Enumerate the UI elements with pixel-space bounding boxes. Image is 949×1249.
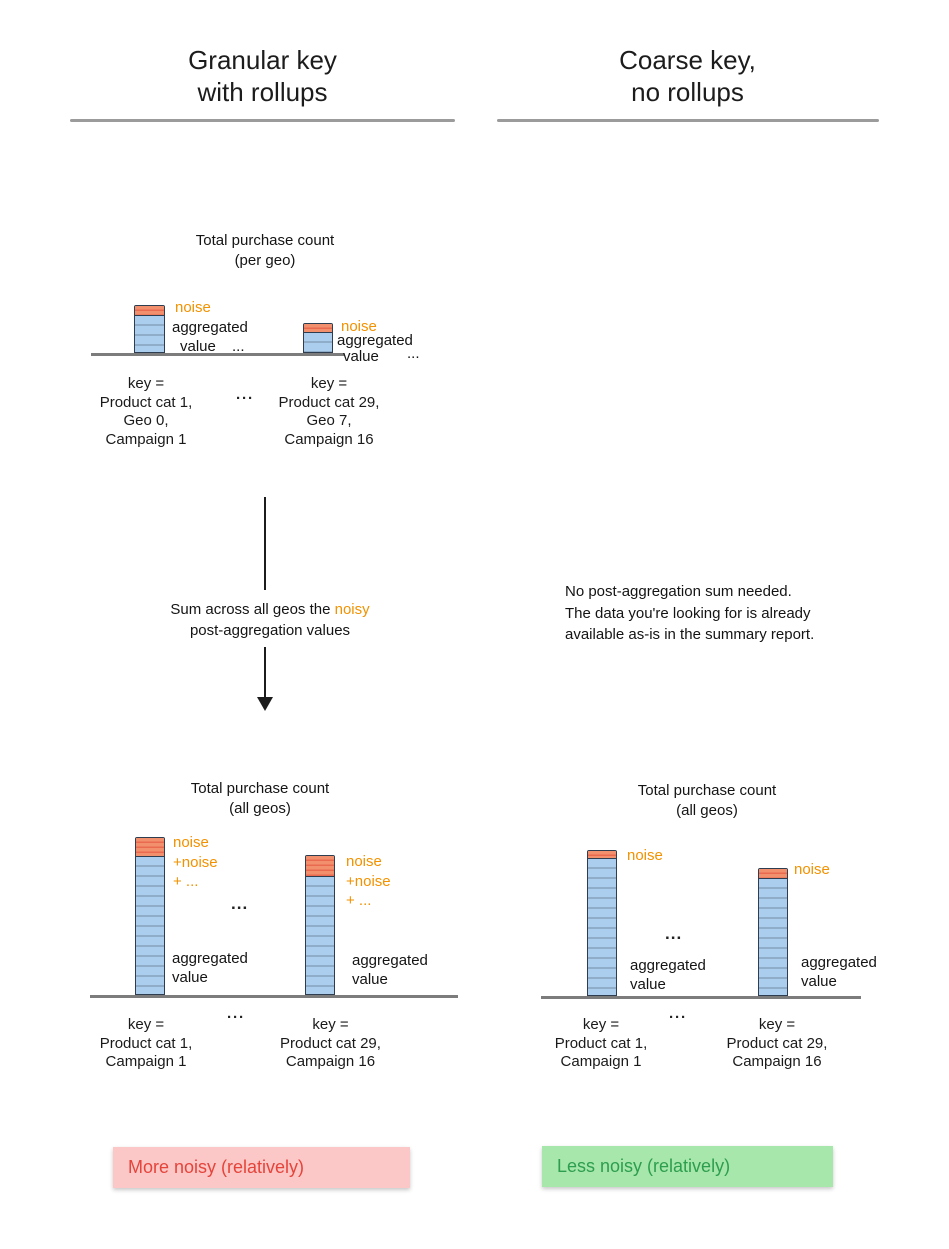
- noise-segment: [135, 306, 164, 316]
- noise-segment: [306, 856, 334, 877]
- aggregated-label: aggregated: [337, 332, 413, 349]
- plus-noise-label: +noise: [173, 853, 218, 871]
- key-line: Campaign 16: [732, 1053, 822, 1070]
- ellipsis: ...: [407, 345, 420, 362]
- noise-label: noise: [346, 853, 382, 870]
- no-sum-needed-note: [565, 581, 895, 646]
- value-label: value: [172, 969, 208, 986]
- verdict-badge-more-noisy: [113, 1147, 410, 1188]
- header-rule-left: [70, 119, 455, 122]
- bar-per-geo-1: [134, 305, 165, 353]
- chart-title-line1: Total purchase count: [190, 780, 330, 797]
- key-label-bottom-left-1: [76, 1016, 216, 1072]
- key-line: Product cat 1,: [99, 393, 193, 411]
- flow-label-line1: [145, 599, 395, 620]
- note-line: No post-aggregation sum needed.: [565, 583, 792, 600]
- noise-label: noise: [794, 861, 830, 878]
- aggregated-value-segment: [136, 857, 164, 994]
- flow-label-noisy: noisy: [334, 601, 370, 618]
- key-line: key =: [312, 1016, 349, 1033]
- verdict-text: Less noisy (relatively): [557, 1156, 731, 1176]
- key-line: key =: [310, 375, 348, 392]
- noise-stack-label: [173, 833, 218, 892]
- key-line: key =: [758, 1016, 796, 1033]
- aggregated-value-segment: [759, 879, 787, 995]
- column-header-right: [495, 44, 880, 108]
- noise-segment: [588, 851, 616, 859]
- value-label: value: [630, 976, 666, 993]
- aggregated-value-label: [630, 956, 706, 994]
- chart-title-line2: (all geos): [229, 800, 291, 817]
- aggregated-value-label: [352, 951, 428, 989]
- column-header-left: [70, 44, 455, 108]
- plus-noise-label: +noise: [346, 872, 391, 890]
- key-line: Campaign 1: [105, 1053, 187, 1070]
- aggregated-value-segment: [304, 333, 332, 352]
- bar-per-geo-2: [303, 323, 333, 353]
- bar-all-geos-rollup-1: [135, 837, 165, 995]
- key-line: key =: [582, 1016, 620, 1033]
- between-bars-ellipsis: ...: [665, 924, 683, 943]
- noise-label: noise: [627, 847, 663, 864]
- note-line: The data you're looking for is already: [565, 604, 811, 622]
- value-label: value: [180, 338, 216, 355]
- header-rule-right: [497, 119, 879, 122]
- column-header-right-line2: no rollups: [631, 77, 744, 107]
- flow-arrow-lower-line: [264, 647, 266, 698]
- column-header-left-line1: Granular key: [188, 45, 337, 75]
- aggregated-label: aggregated: [352, 952, 428, 969]
- value-label: value: [801, 973, 837, 990]
- plus-ellipsis-label: + ...: [173, 873, 199, 890]
- key-line: Product cat 1,: [554, 1034, 648, 1052]
- key-line: Product cat 29,: [280, 1034, 381, 1052]
- aggregated-value-segment: [306, 877, 334, 994]
- noise-segment: [759, 869, 787, 879]
- aggregated-value-label: [801, 953, 877, 991]
- arrow-head-icon: [257, 697, 273, 711]
- flow-arrow-upper-line: [264, 497, 266, 590]
- noise-label: noise: [173, 834, 209, 851]
- noise-label: noise: [175, 299, 211, 316]
- aggregated-label: aggregated: [172, 319, 248, 336]
- axis-baseline-bottom-right: [541, 996, 861, 999]
- key-line: key =: [127, 1016, 165, 1033]
- aggregated-label: aggregated: [630, 957, 706, 974]
- aggregated-value-segment: [588, 859, 616, 995]
- aggregated-label: aggregated: [172, 950, 248, 967]
- keys-separator-dots: ···: [669, 1009, 687, 1026]
- key-line: Geo 7,: [306, 412, 352, 429]
- noise-label: noise: [341, 318, 377, 335]
- chart-title-line1: Total purchase count: [637, 782, 777, 799]
- chart-title-line2: (all geos): [676, 802, 738, 819]
- between-bars-ellipsis: ...: [231, 894, 249, 913]
- aggregated-label: aggregated: [801, 954, 877, 971]
- aggregated-value-segment: [135, 316, 164, 352]
- key-line: key =: [127, 375, 165, 392]
- key-line: Geo 0,: [123, 412, 169, 429]
- key-label-bottom-right-2: [704, 1016, 850, 1072]
- chart-title-line1: Total purchase count: [195, 232, 335, 249]
- key-line: Campaign 1: [560, 1053, 642, 1070]
- chart-title-bottom-left: [125, 779, 395, 819]
- key-label-top-left-2: [258, 375, 400, 449]
- note-line: available as-is in the summary report.: [565, 626, 815, 643]
- ellipsis: ...: [232, 338, 245, 355]
- key-line: Campaign 1: [105, 430, 187, 448]
- bar-all-geos-coarse-2: [758, 868, 788, 996]
- flow-label-black: Sum across all geos the: [170, 601, 335, 618]
- key-label-bottom-right-1: [531, 1016, 671, 1072]
- flow-label: [145, 599, 395, 641]
- key-line: Product cat 29,: [278, 393, 380, 411]
- verdict-badge-less-noisy: [542, 1146, 833, 1187]
- noise-stack-label: [346, 852, 391, 911]
- chart-title-line2: (per geo): [234, 252, 296, 269]
- key-line: Product cat 1,: [99, 1034, 193, 1052]
- value-label: value: [343, 348, 379, 365]
- bar-all-geos-coarse-1: [587, 850, 617, 996]
- column-header-right-line1: Coarse key,: [619, 45, 756, 75]
- bar-all-geos-rollup-2: [305, 855, 335, 995]
- value-label: value: [352, 971, 388, 988]
- verdict-text: More noisy (relatively): [128, 1157, 305, 1177]
- noise-segment: [136, 838, 164, 857]
- key-line: Campaign 16: [285, 1053, 376, 1070]
- aggregated-value-label: [172, 949, 248, 987]
- flow-label-line2: post-aggregation values: [189, 622, 351, 639]
- key-line: Campaign 16: [284, 430, 374, 448]
- key-line: Product cat 29,: [726, 1034, 828, 1052]
- key-label-bottom-left-2: [259, 1016, 402, 1072]
- keys-separator-dots: ···: [227, 1009, 245, 1026]
- axis-baseline-top-left: [91, 353, 344, 356]
- chart-title-top-left: [130, 231, 400, 271]
- axis-baseline-bottom-left: [90, 995, 458, 998]
- column-header-left-line2: with rollups: [197, 77, 328, 107]
- keys-separator-dots: ···: [236, 390, 254, 407]
- noise-segment: [304, 324, 332, 333]
- key-label-top-left-1: [76, 375, 216, 449]
- plus-ellipsis-label: + ...: [346, 892, 372, 909]
- chart-title-bottom-right: [572, 781, 842, 821]
